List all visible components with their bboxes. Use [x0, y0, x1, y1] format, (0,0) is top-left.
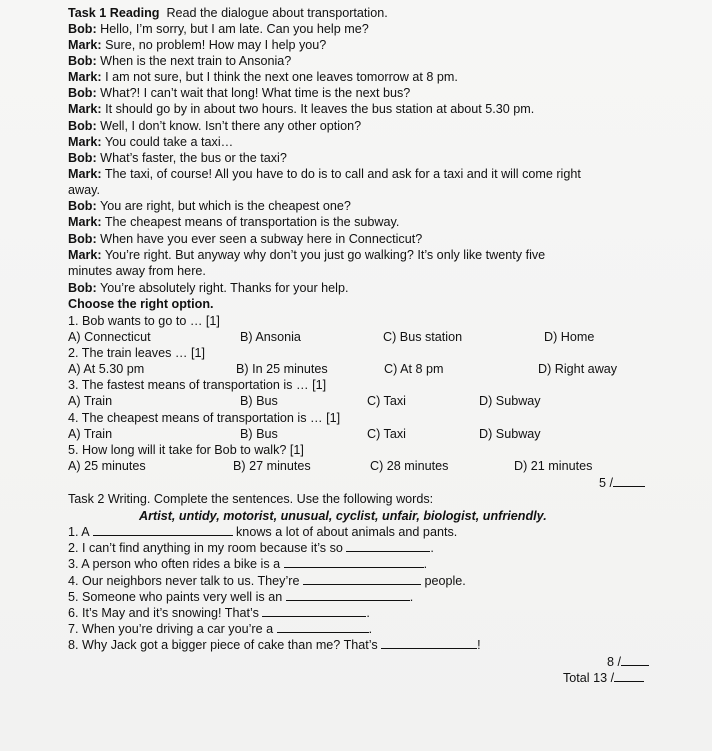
- answer-blank[interactable]: [346, 541, 430, 552]
- sentence: 4. Our neighbors never talk to us. They’re people.: [68, 574, 466, 588]
- option: D) Right away: [538, 362, 618, 376]
- option: A) Train: [68, 394, 113, 408]
- option: A) 25 minutes: [68, 459, 146, 473]
- answer-blank[interactable]: [381, 638, 477, 649]
- dialogue-line: Bob: What’s faster, the bus or the taxi?: [68, 151, 287, 165]
- choose-heading: Choose the right option.: [68, 297, 214, 311]
- option: C) At 8 pm: [384, 362, 444, 376]
- option: B) Ansonia: [240, 330, 301, 344]
- dialogue-line-continued: minutes away from here.: [68, 264, 206, 278]
- dialogue-line: Bob: When is the next train to Ansonia?: [68, 54, 292, 68]
- dialogue-line: Mark: Sure, no problem! How may I help you?: [68, 38, 327, 52]
- option: A) At 5.30 pm: [68, 362, 145, 376]
- question: 3. The fastest means of transportation is … [1]: [68, 378, 327, 392]
- answer-blank[interactable]: [303, 574, 421, 585]
- word-bank: Artist, untidy, motorist, unusual, cyclist, unfair, biologist, unfriendly.: [139, 509, 547, 523]
- sentence: 5. Someone who paints very well is an .: [68, 590, 414, 604]
- dialogue-line: Mark: I am not sure, but I think the next one leaves tomorrow at 8 pm.: [68, 70, 458, 84]
- option: C) Bus station: [383, 330, 463, 344]
- score-total: Total 13 /: [563, 671, 644, 685]
- sentence: 3. A person who often rides a bike is a .: [68, 557, 428, 571]
- task1-title: Task 1 Reading: [68, 6, 160, 20]
- question: 1. Bob wants to go to … [1]: [68, 314, 220, 328]
- option: C) 28 minutes: [370, 459, 449, 473]
- answer-blank[interactable]: [284, 557, 424, 568]
- option: D) Home: [544, 330, 595, 344]
- sentence: 6. It’s May and it’s snowing! That’s .: [68, 606, 370, 620]
- task2-heading: Task 2 Writing. Complete the sentences. Use the following words:: [68, 492, 434, 506]
- answer-blank[interactable]: [262, 606, 366, 617]
- question: 2. The train leaves … [1]: [68, 346, 205, 360]
- dialogue-line: Bob: What?! I can’t wait that long! What time is the next bus?: [68, 86, 411, 100]
- task1-heading: [68, 6, 388, 20]
- sentence: 2. I can’t find anything in my room because it’s so .: [68, 541, 434, 555]
- dialogue-line: Bob: When have you ever seen a subway here in Connecticut?: [68, 232, 423, 246]
- answer-blank[interactable]: [277, 622, 369, 633]
- score-task2: 8 /: [607, 655, 649, 669]
- dialogue-line: Bob: You are right, but which is the cheapest one?: [68, 199, 351, 213]
- answer-blank[interactable]: [93, 525, 233, 536]
- question: 5. How long will it take for Bob to walk? [1]: [68, 443, 304, 457]
- sentence: 8. Why Jack got a bigger piece of cake than me? That’s !: [68, 638, 481, 652]
- dialogue-line: Bob: Hello, I’m sorry, but I am late. Can you help me?: [68, 22, 369, 36]
- option: C) Taxi: [367, 394, 406, 408]
- score-blank[interactable]: [621, 655, 649, 666]
- dialogue-line: Mark: It should go by in about two hours. It leaves the bus station at about 5.30 pm.: [68, 102, 535, 116]
- sentence: 1. A knows a lot of about animals and pants.: [68, 525, 458, 539]
- score-blank[interactable]: [613, 476, 645, 487]
- dialogue-line: Bob: You’re absolutely right. Thanks for your help.: [68, 281, 349, 295]
- answer-blank[interactable]: [286, 590, 410, 601]
- score-blank[interactable]: [614, 671, 644, 682]
- dialogue-line: Bob: Well, I don’t know. Isn’t there any other option?: [68, 119, 362, 133]
- dialogue-line: Mark: You’re right. But anyway why don’t you just go walking? It’s only like twenty five: [68, 248, 546, 262]
- dialogue-line: Mark: The taxi, of course! All you have to do is to call and ask for a taxi and it will come right: [68, 167, 581, 181]
- option: C) Taxi: [367, 427, 406, 441]
- dialogue-line: Mark: You could take a taxi…: [68, 135, 234, 149]
- option: A) Connecticut: [68, 330, 151, 344]
- question: 4. The cheapest means of transportation is … [1]: [68, 411, 341, 425]
- option: D) Subway: [479, 394, 541, 408]
- score-task1: 5 /: [599, 476, 645, 490]
- option: D) 21 minutes: [514, 459, 593, 473]
- option: B) Bus: [240, 427, 278, 441]
- dialogue-line-continued: away.: [68, 183, 100, 197]
- dialogue-line: Mark: The cheapest means of transportation is the subway.: [68, 215, 400, 229]
- option: B) In 25 minutes: [236, 362, 328, 376]
- task1-instruction: Read the dialogue about transportation.: [166, 6, 388, 20]
- option: D) Subway: [479, 427, 541, 441]
- option: A) Train: [68, 427, 113, 441]
- option: B) Bus: [240, 394, 278, 408]
- option: B) 27 minutes: [233, 459, 311, 473]
- sentence: 7. When you’re driving a car you’re a .: [68, 622, 373, 636]
